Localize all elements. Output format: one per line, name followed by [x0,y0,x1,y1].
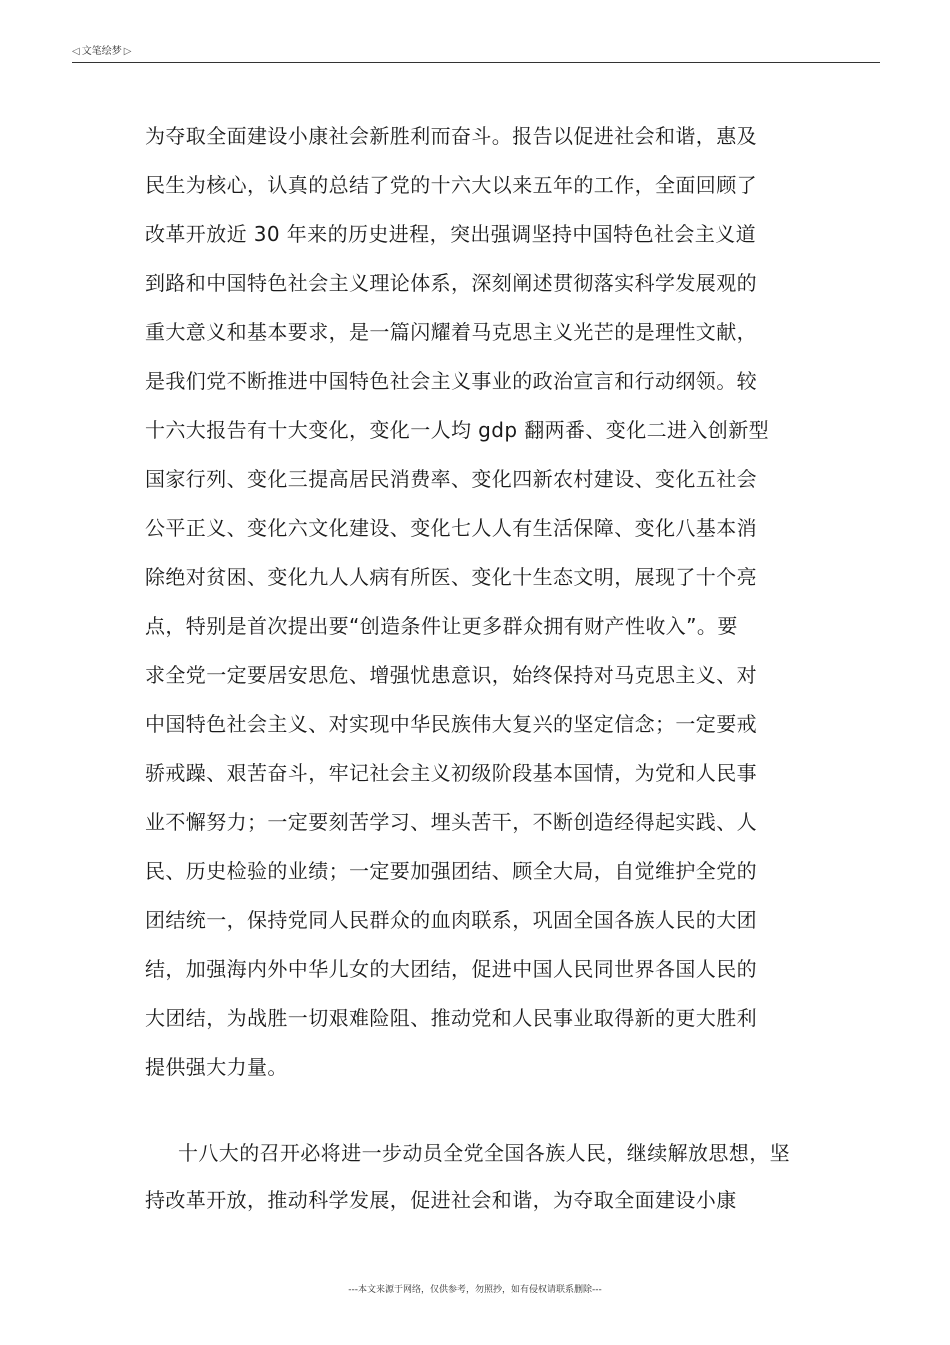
paragraph-line: 除绝对贫困、变化九人人病有所医、变化十生态文明，展现了十个亮 [145,565,757,589]
paragraph-line: 民、历史检验的业绩；一定要加强团结、顾全大局，自觉维护全党的 [145,859,757,883]
paragraph-line: 骄戒躁、艰苦奋斗，牢记社会主义初级阶段基本国情，为党和人民事 [145,761,757,785]
paragraph-line: 中国特色社会主义、对实现中华民族伟大复兴的坚定信念；一定要戒 [145,712,757,736]
paragraph-line: 改革开放近 30 年来的历史进程，突出强调坚持中国特色社会主义道 [145,222,756,246]
paragraph-line: 提供强大力量。 [145,1055,288,1079]
paragraph-line: 点，特别是首次提出要“创造条件让更多群众拥有财产性收入”。要 [145,614,738,638]
paragraph-line: 十八大的召开必将进一步动员全党全国各族人民，继续解放思想，坚 [178,1141,790,1165]
paragraph-line: 公平正义、变化六文化建设、变化七人人有生活保障、变化八基本消 [145,516,757,540]
paragraph-line: 十六大报告有十大变化，变化一人均 gdp 翻两番、变化二进入创新型 [145,418,770,442]
left-triangle-icon: ◁ [72,46,80,57]
paragraph-line: 求全党一定要居安思危、增强忧患意识，始终保持对马克思主义、对 [145,663,757,687]
header-brand [72,46,131,58]
header-title: 文笔绘梦 [81,46,122,57]
paragraph-line: 团结统一，保持党同人民群众的血肉联系，巩固全国各族人民的大团 [145,908,757,932]
paragraph-line: 到路和中国特色社会主义理论体系，深刻阐述贯彻落实科学发展观的 [145,271,757,295]
paragraph-line: 为夺取全面建设小康社会新胜利而奋斗。报告以促进社会和谐，惠及 [145,124,757,148]
paragraph-line: 是我们党不断推进中国特色社会主义事业的政治宣言和行动纲领。较 [145,369,757,393]
paragraph-line: 结，加强海内外中华儿女的大团结，促进中国人民同世界各国人民的 [145,957,757,981]
paragraph-line: 业不懈努力；一定要刻苦学习、埋头苦干，不断创造经得起实践、人 [145,810,757,834]
paragraph-line: 大团结，为战胜一切艰难险阻、推动党和人民事业取得新的更大胜利 [145,1006,757,1030]
right-triangle-icon: ▷ [123,46,132,57]
paragraph-line: 持改革开放，推动科学发展，促进社会和谐，为夺取全面建设小康 [145,1188,737,1212]
paragraph-line: 重大意义和基本要求，是一篇闪耀着马克思主义光芒的是理性文献， [145,320,757,344]
page-footer: ---本文来源于网络，仅供参考，勿照抄，如有侵权请联系删除--- [348,1285,602,1295]
paragraph-line: 民生为核心，认真的总结了党的十六大以来五年的工作，全面回顾了 [145,173,757,197]
page-header [72,44,880,63]
paragraph-line: 国家行列、变化三提高居民消费率、变化四新农村建设、变化五社会 [145,467,757,491]
